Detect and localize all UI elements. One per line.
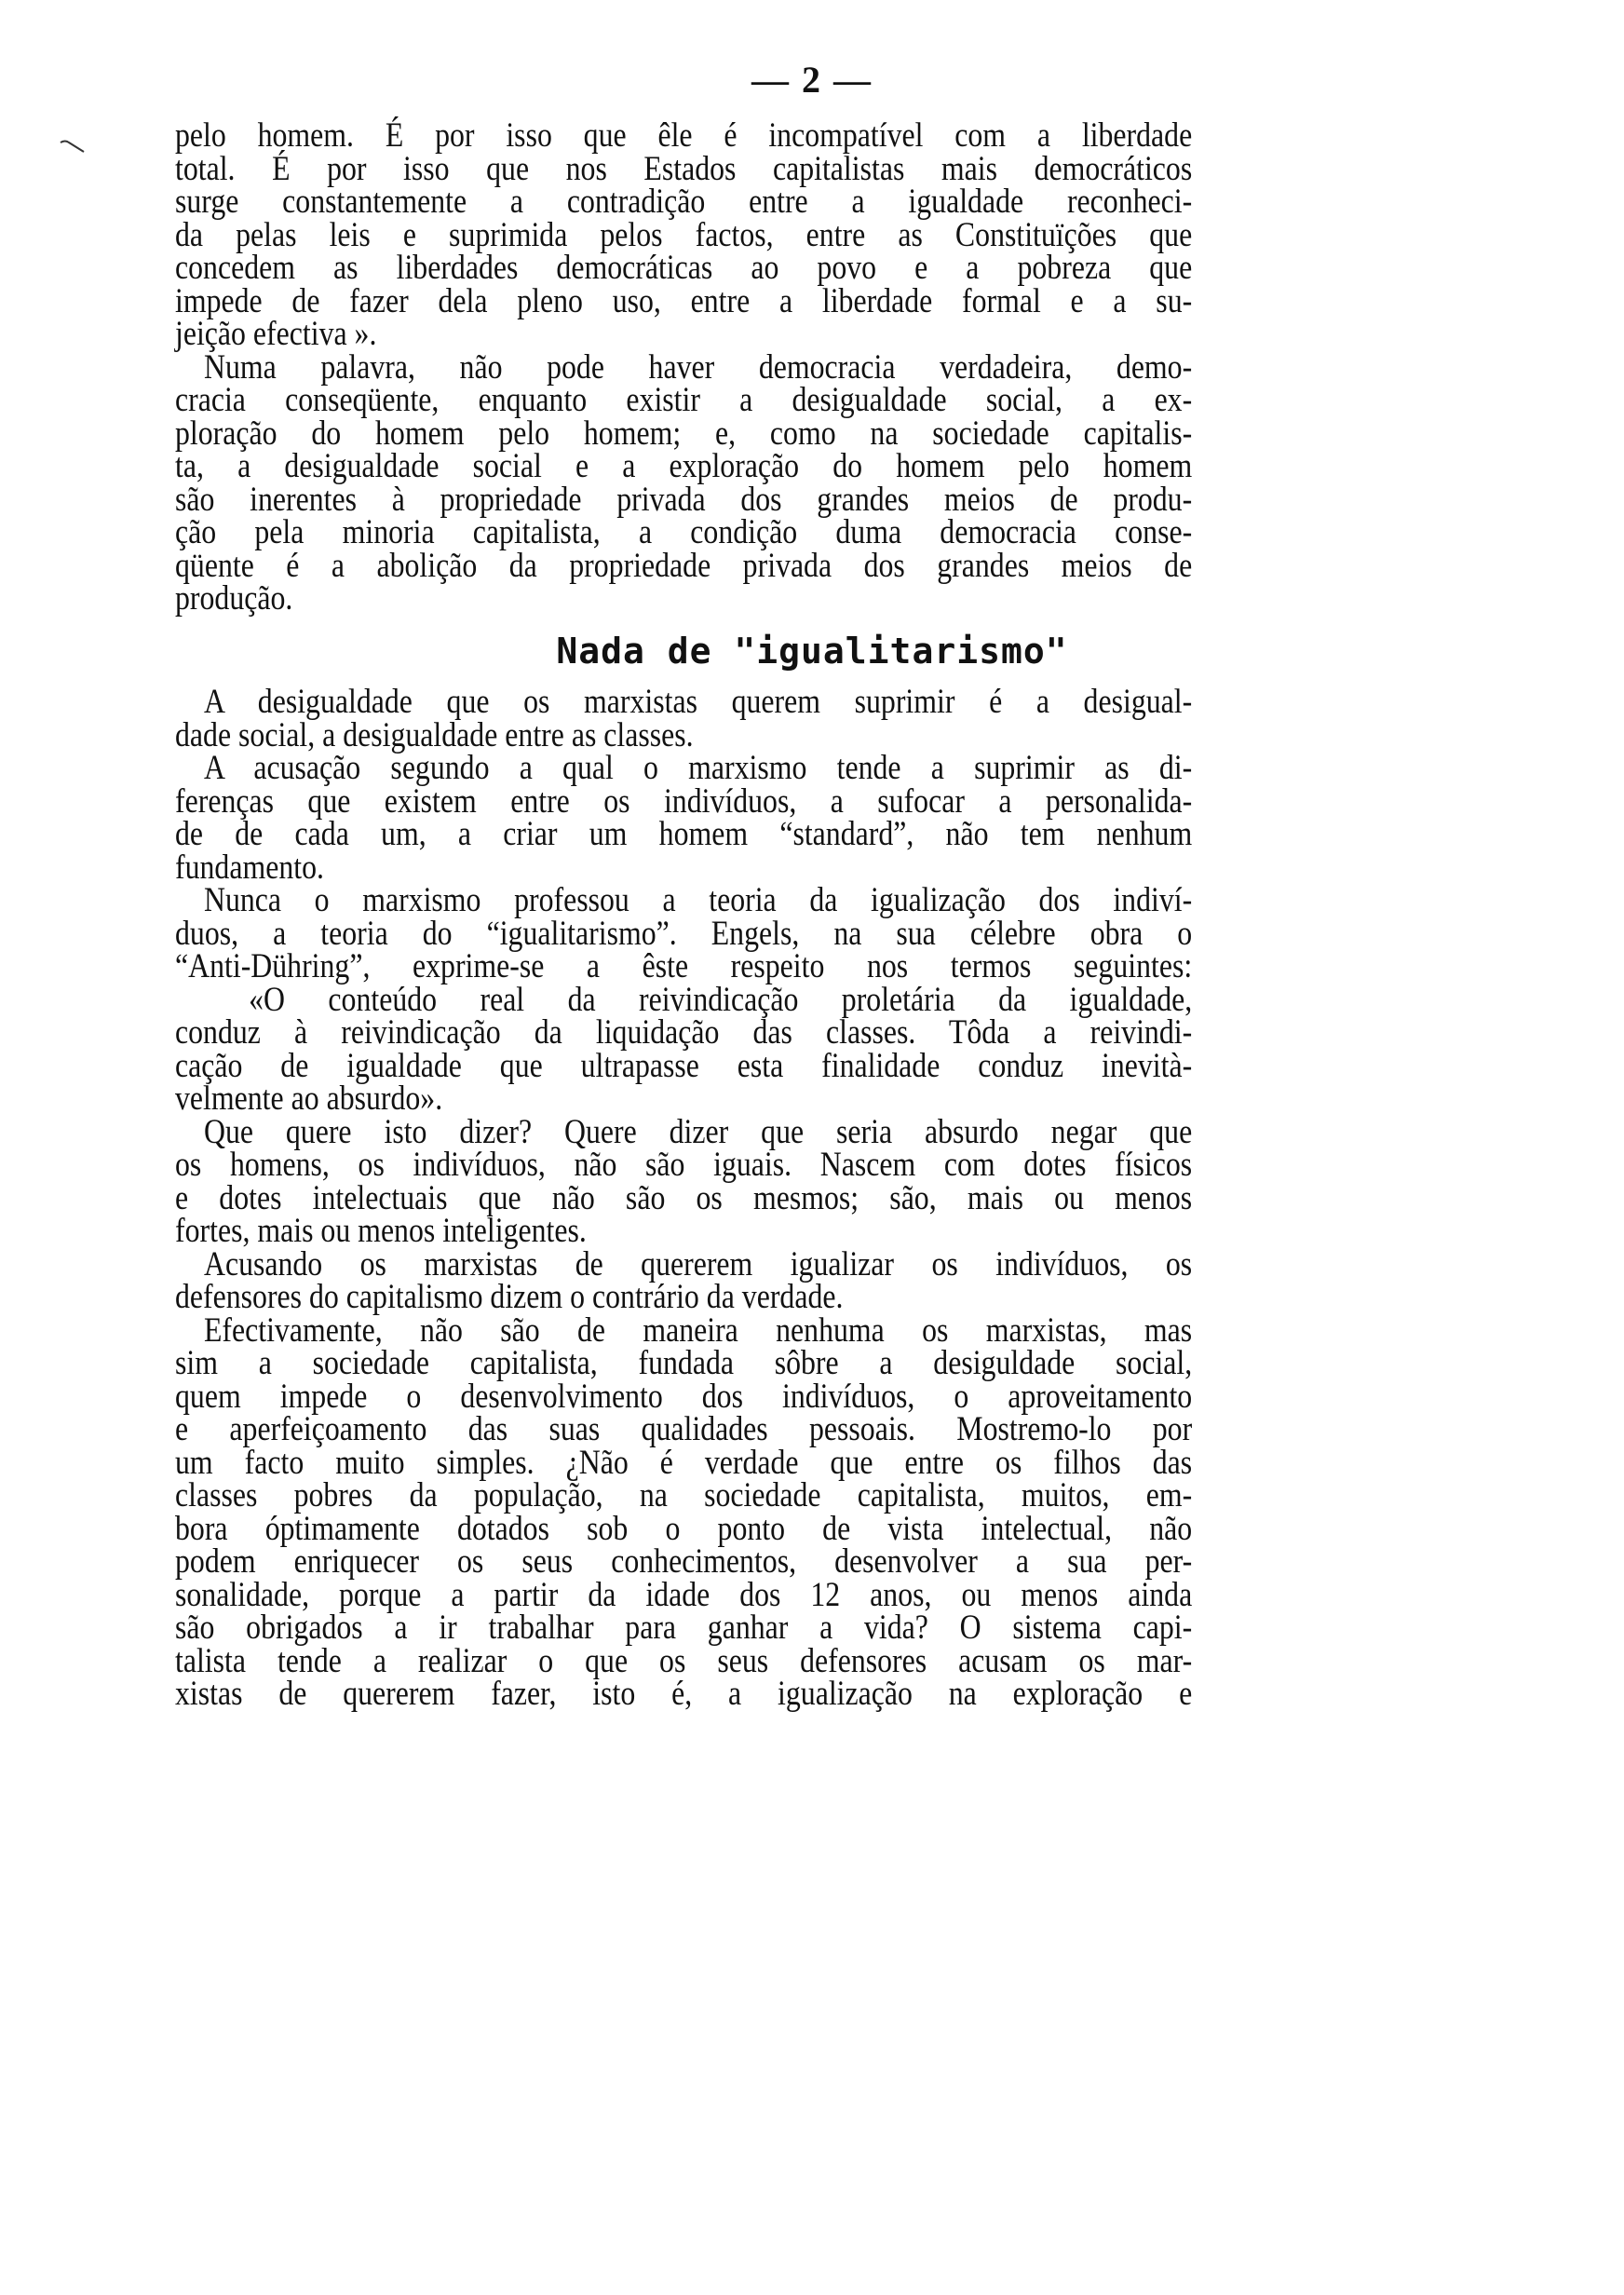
section-1 <box>175 116 1193 618</box>
text-line: jeição efectiva ». <box>175 315 377 353</box>
text-line: sim a sociedade capitalista, fundada sôbre a desiguldade social, <box>175 1344 1193 1382</box>
text-line: e dotes intelectuais que não são os mesmos; são, mais ou menos <box>175 1178 1193 1217</box>
text-line: da pelas leis e suprimida pelos factos, entre as Constituïções que <box>175 215 1193 254</box>
text-line: podem enriquecer os seus conhecimentos, desenvolver a sua per- <box>175 1542 1193 1581</box>
text-line: Acusando os marxistas de quererem igualizar os indivíduos, os <box>203 1244 1193 1283</box>
text-line: Que quere isto dizer? Quere dizer que seria absurdo negar que <box>203 1112 1193 1151</box>
text-line: fortes, mais ou menos inteligentes. <box>175 1212 587 1250</box>
text-line: A desigualdade que os marxistas querem suprimir é a desigual- <box>203 683 1193 721</box>
text-line: são inerentes à propriedade privada dos grandes meios de produ- <box>175 480 1193 519</box>
text-line: um facto muito simples. ¿Não é verdade que entre os filhos das <box>175 1443 1193 1482</box>
text-line: talista tende a realizar o que os seus defensores acusam os mar- <box>175 1641 1193 1680</box>
text-line: xistas de quererem fazer, isto é, a igualização na exploração e <box>175 1675 1193 1713</box>
text-line: concedem as liberdades democráticas ao povo e a pobreza que <box>175 249 1193 287</box>
text-line: duos, a teoria do “igualitarismo”. Engels, na sua célebre obra o <box>175 914 1193 953</box>
text-line: bora óptimamente dotados sob o ponto de vista intelectual, não <box>175 1509 1193 1548</box>
section-heading: Nada de "igualitarismo" <box>556 631 1068 672</box>
text-line: ção pela minoria capitalista, a condição duma democracia conse- <box>175 513 1193 551</box>
text-line: sonalidade, porque a partir da idade dos 12 anos, ou menos ainda <box>175 1575 1193 1614</box>
text-line: de de cada um, a criar um homem “standard”, não tem nenhum <box>175 815 1193 853</box>
text-line: fundamento. <box>175 848 324 887</box>
text-line: ploração do homem pelo homem; e, como na sociedade capitalis- <box>175 414 1193 453</box>
text-line: qüente é a abolição da propriedade privada dos grandes meios de <box>175 546 1193 585</box>
text-line: ferenças que existem entre os indivíduos, a sufocar a personalida- <box>175 781 1193 821</box>
page-number: — 2 — <box>751 59 873 101</box>
text-line: dade social, a desigualdade entre as classes. <box>175 715 694 754</box>
text-line: defensores do capitalismo dizem o contrário da verdade. <box>175 1278 844 1316</box>
text-line: classes pobres da população, na sociedade capitalista, muitos, em- <box>175 1476 1193 1514</box>
section-2 <box>175 683 1193 1713</box>
text-line: A acusação segundo a qual o marxismo tende a suprimir as di- <box>203 749 1193 787</box>
pencil-mark-icon <box>60 140 86 153</box>
text-line: produção. <box>175 579 293 618</box>
quote-line: «O conteúdo real da reivindicação proletária da igualdade, <box>249 980 1193 1019</box>
text-line: surge constantemente a contradição entre a igualdade reconheci- <box>175 183 1193 221</box>
text-line: são obrigados a ir trabalhar para ganhar a vida? O sistema capi- <box>175 1609 1193 1647</box>
text-line: os homens, os indivíduos, não são iguais. Nascem com dotes físicos <box>175 1146 1193 1184</box>
text-line: pelo homem. É por isso que êle é incompatível com a liberdade <box>175 116 1193 155</box>
text-line: cracia conseqüente, enquanto existir a desigualdade social, a ex- <box>175 381 1193 419</box>
text-line: Numa palavra, não pode haver democracia verdadeira, demo- <box>203 347 1193 387</box>
quote-line: conduz à reivindicação da liquidação das classes. Tôda a reivindi- <box>175 1013 1193 1052</box>
text-line: Nunca o marxismo professou a teoria da igualização dos indiví- <box>203 881 1193 919</box>
text-line: “Anti-Dühring”, exprime-se a êste respeito nos termos seguintes: <box>175 947 1193 985</box>
text-line: ta, a desigualdade social e a exploração do homem pelo homem <box>175 447 1193 485</box>
text-line: quem impede o desenvolvimento dos indivíduos, o aproveitamento <box>175 1377 1193 1416</box>
text-line: total. É por isso que nos Estados capitalistas mais democráticos <box>175 149 1193 188</box>
text-line: impede de fazer dela pleno uso, entre a liberdade formal e a su- <box>175 281 1193 320</box>
text-line: Efectivamente, não são de maneira nenhuma os marxistas, mas <box>203 1310 1193 1350</box>
quote-line: velmente ao absurdo». <box>175 1080 443 1118</box>
quote-line: cação de igualdade que ultrapasse esta finalidade conduz inevità- <box>175 1046 1193 1085</box>
text-line: e aperfeiçoamento das suas qualidades pessoais. Mostremo-lo por <box>175 1410 1193 1448</box>
